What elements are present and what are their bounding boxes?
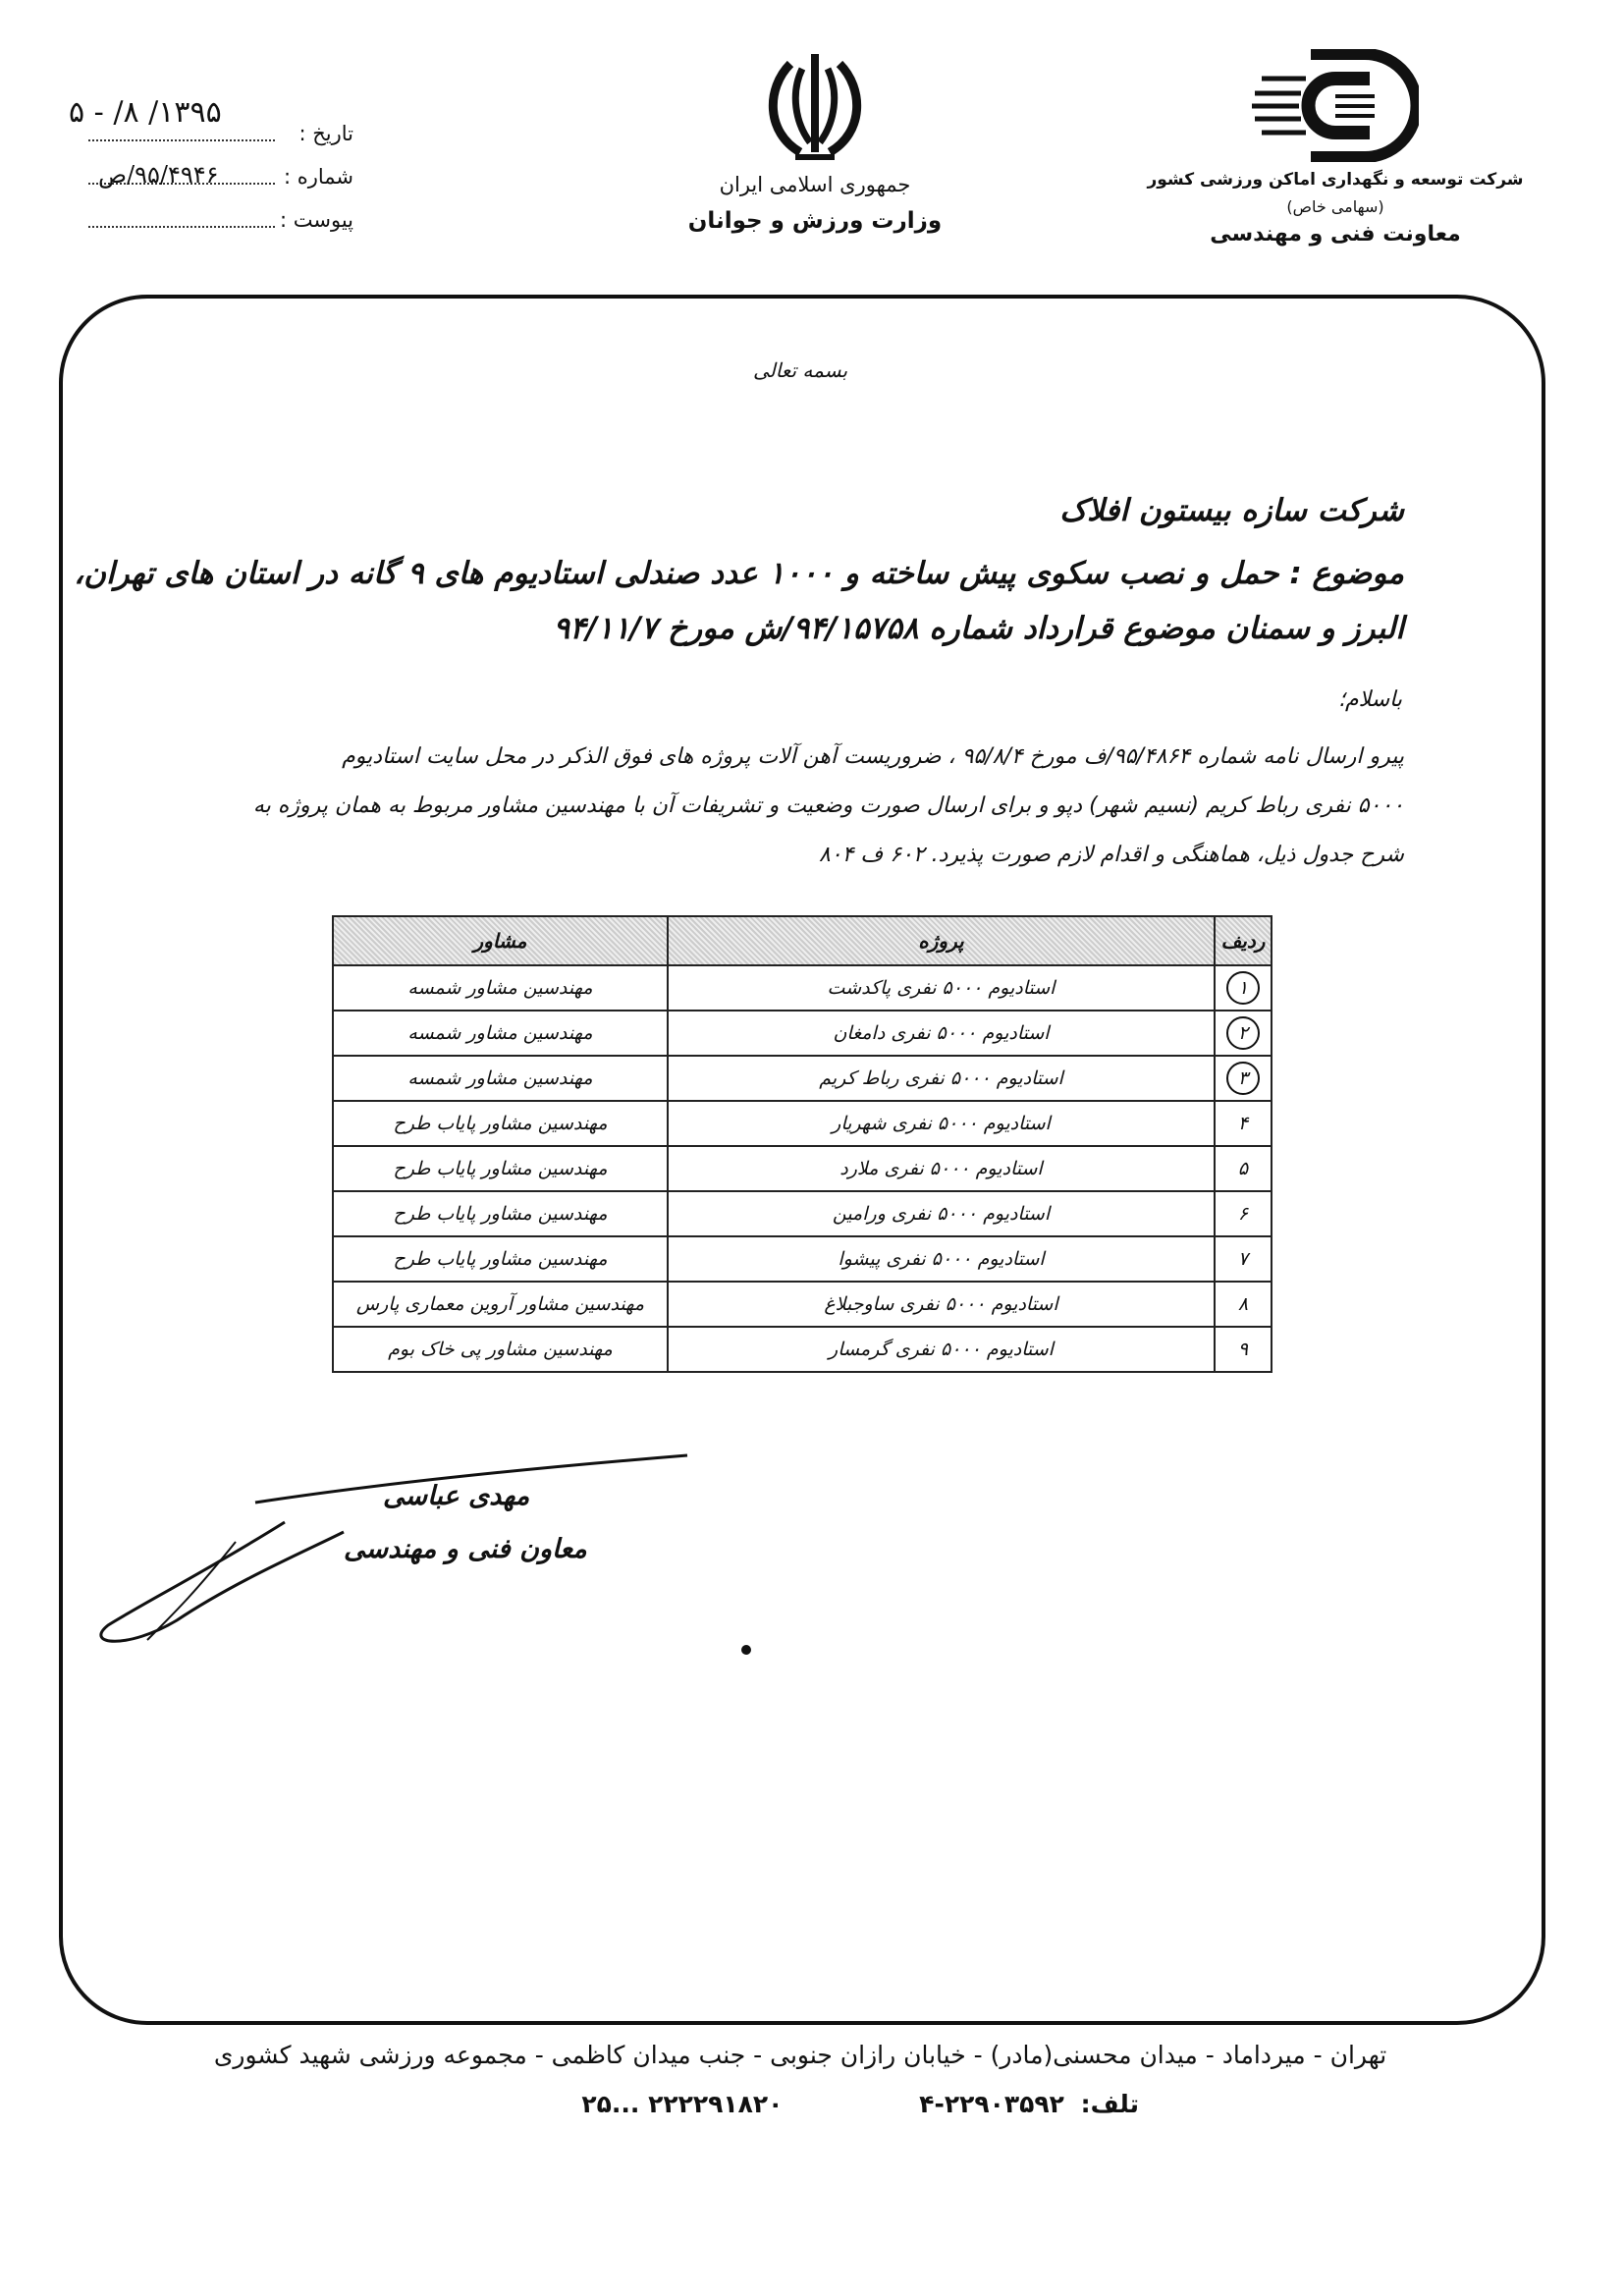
table-header-row xyxy=(333,916,1272,965)
consultant-cell: مهندسین مشاور پایاب طرح xyxy=(333,1191,668,1236)
dotted-line xyxy=(88,226,275,228)
iran-emblem-icon xyxy=(761,49,869,167)
project-cell: استادیوم ۵۰۰۰ نفری ساوجبلاغ xyxy=(668,1282,1215,1327)
table-row xyxy=(333,1146,1272,1191)
project-cell: استادیوم ۵۰۰۰ نفری ورامین xyxy=(668,1191,1215,1236)
attachment-label: پیوست : xyxy=(280,208,353,232)
date-row xyxy=(59,95,353,151)
subject-line-1: موضوع : حمل و نصب سکوی پیش ساخته و ۱۰۰۰ عدد صندلی استادیوم های ۹ گانه در استان های تهران، xyxy=(74,556,1404,591)
body-line-1: پیرو ارسال نامه شماره ۹۵/۴۸۶۴/ف مورخ ۹۵/۸/۴ ، ضروریست آهن آلات پروژه های فوق الذکر در محل سایت استادیوم xyxy=(342,744,1404,769)
row-number: ۲ xyxy=(1226,1016,1260,1050)
signer-title: معاون فنی و مهندسی xyxy=(344,1534,587,1564)
phone-label: تلف: xyxy=(1080,2090,1139,2118)
consultant-cell: مهندسین مشاور شمسه xyxy=(333,1011,668,1056)
ministry-name: وزارت ورزش و جوانان xyxy=(687,208,943,234)
row-number: ۳ xyxy=(1226,1062,1260,1095)
number-row xyxy=(59,151,353,194)
bismillah: بسمه تعالی xyxy=(752,358,848,382)
consultant-cell: مهندسین مشاور پایاب طرح xyxy=(333,1146,668,1191)
table-row xyxy=(333,1327,1272,1372)
row-number-cell xyxy=(1215,1327,1272,1372)
attachment-row xyxy=(59,194,353,238)
row-number: ۵ xyxy=(1237,1158,1249,1179)
dotted-line xyxy=(88,139,275,141)
company-logo-icon xyxy=(1252,49,1419,162)
project-cell: استادیوم ۵۰۰۰ نفری شهریار xyxy=(668,1101,1215,1146)
footer-phones xyxy=(481,2090,1139,2118)
subject-line-2: البرز و سمنان موضوع قرارداد شماره ۹۴/۱۵۷۵۸/ش مورخ ۹۴/۱۱/۷ xyxy=(553,611,1404,646)
department-name: معاونت فنی و مهندسی xyxy=(1210,222,1461,246)
phone-1: ۲۲۹۰۳۵۹۲-۴ xyxy=(919,2090,1064,2118)
table-row xyxy=(333,1056,1272,1101)
date-label: تاریخ : xyxy=(298,122,353,145)
country-name: جمهوری اسلامی ایران xyxy=(719,173,911,196)
row-number-cell xyxy=(1215,965,1272,1011)
ministry-header xyxy=(628,49,1001,234)
company-header xyxy=(1129,49,1542,246)
project-cell: استادیوم ۵۰۰۰ نفری گرمسار xyxy=(668,1327,1215,1372)
row-number-cell xyxy=(1215,1011,1272,1056)
footer-address: تهران - میرداماد - میدان محسنی(مادر) - خیابان رازان جنوبی - جنب میدان کاظمی - مجموعه ورزشی شهید کشوری xyxy=(213,2041,1387,2069)
header-project: پروژه xyxy=(668,916,1215,965)
row-number-cell xyxy=(1215,1191,1272,1236)
table-row xyxy=(333,1282,1272,1327)
project-cell: استادیوم ۵۰۰۰ نفری دامغان xyxy=(668,1011,1215,1056)
table-row xyxy=(333,1191,1272,1236)
consultant-cell: مهندسین مشاور پی خاک بوم xyxy=(333,1327,668,1372)
row-number-cell xyxy=(1215,1146,1272,1191)
letter-meta xyxy=(59,95,353,238)
greeting: باسلام؛ xyxy=(1337,687,1402,712)
header-consultant: مشاور xyxy=(333,916,668,965)
table-row xyxy=(333,965,1272,1011)
row-number-cell xyxy=(1215,1282,1272,1327)
signer-name: مهدی عباسی xyxy=(383,1481,530,1511)
row-number: ۱ xyxy=(1226,971,1260,1005)
project-cell: استادیوم ۵۰۰۰ نفری پاکدشت xyxy=(668,965,1215,1011)
row-number-cell xyxy=(1215,1101,1272,1146)
consultant-cell: مهندسین مشاور پایاب طرح xyxy=(333,1236,668,1282)
consultant-cell: مهندسین مشاور شمسه xyxy=(333,1056,668,1101)
row-number-cell xyxy=(1215,1236,1272,1282)
row-number: ۸ xyxy=(1237,1293,1249,1315)
row-number: ۹ xyxy=(1237,1339,1249,1360)
projects-table xyxy=(332,915,1272,1373)
project-cell: استادیوم ۵۰۰۰ نفری رباط کریم xyxy=(668,1056,1215,1101)
body-line-3: شرح جدول ذیل، هماهنگی و اقدام لازم صورت پذیرد. ۶۰۲ ف ۸۰۴ xyxy=(818,843,1404,867)
consultant-cell: مهندسین مشاور شمسه xyxy=(333,965,668,1011)
number-value: ۹۵/۴۹۴۶/ص xyxy=(98,161,219,189)
row-number-cell xyxy=(1215,1056,1272,1101)
project-cell: استادیوم ۵۰۰۰ نفری ملارد xyxy=(668,1146,1215,1191)
company-type: (سهامی خاص) xyxy=(1286,197,1384,216)
recipient: شرکت سازه بیستون افلاک xyxy=(1059,493,1404,528)
consultant-cell: مهندسین مشاور آروین معماری پارس xyxy=(333,1282,668,1327)
ink-dot xyxy=(741,1645,751,1655)
projects-table-wrapper xyxy=(332,915,1272,1373)
project-cell: استادیوم ۵۰۰۰ نفری پیشوا xyxy=(668,1236,1215,1282)
table-row xyxy=(333,1236,1272,1282)
table-row xyxy=(333,1101,1272,1146)
consultant-cell: مهندسین مشاور پایاب طرح xyxy=(333,1101,668,1146)
table-row xyxy=(333,1011,1272,1056)
row-number: ۶ xyxy=(1237,1203,1249,1225)
company-name: شرکت توسعه و نگهداری اماکن ورزشی کشور xyxy=(1147,170,1524,190)
body-line-2: ۵۰۰۰ نفری رباط کریم (نسیم شهر) دپو و برای ارسال صورت وضعیت و تشریفات آن با مهندسین مشاور مربوط به همان پروژه به xyxy=(252,793,1404,818)
header-row-number: ردیف xyxy=(1215,916,1272,965)
number-label: شماره : xyxy=(283,165,353,189)
date-value: ۱۳۹۵/ ۸/ - ۵ xyxy=(69,95,222,130)
phone-2: ۲۲۲۲۹۱۸۲۰ ...۲۵ xyxy=(581,2090,784,2118)
row-number: ۷ xyxy=(1237,1248,1249,1270)
row-number: ۴ xyxy=(1237,1113,1249,1134)
